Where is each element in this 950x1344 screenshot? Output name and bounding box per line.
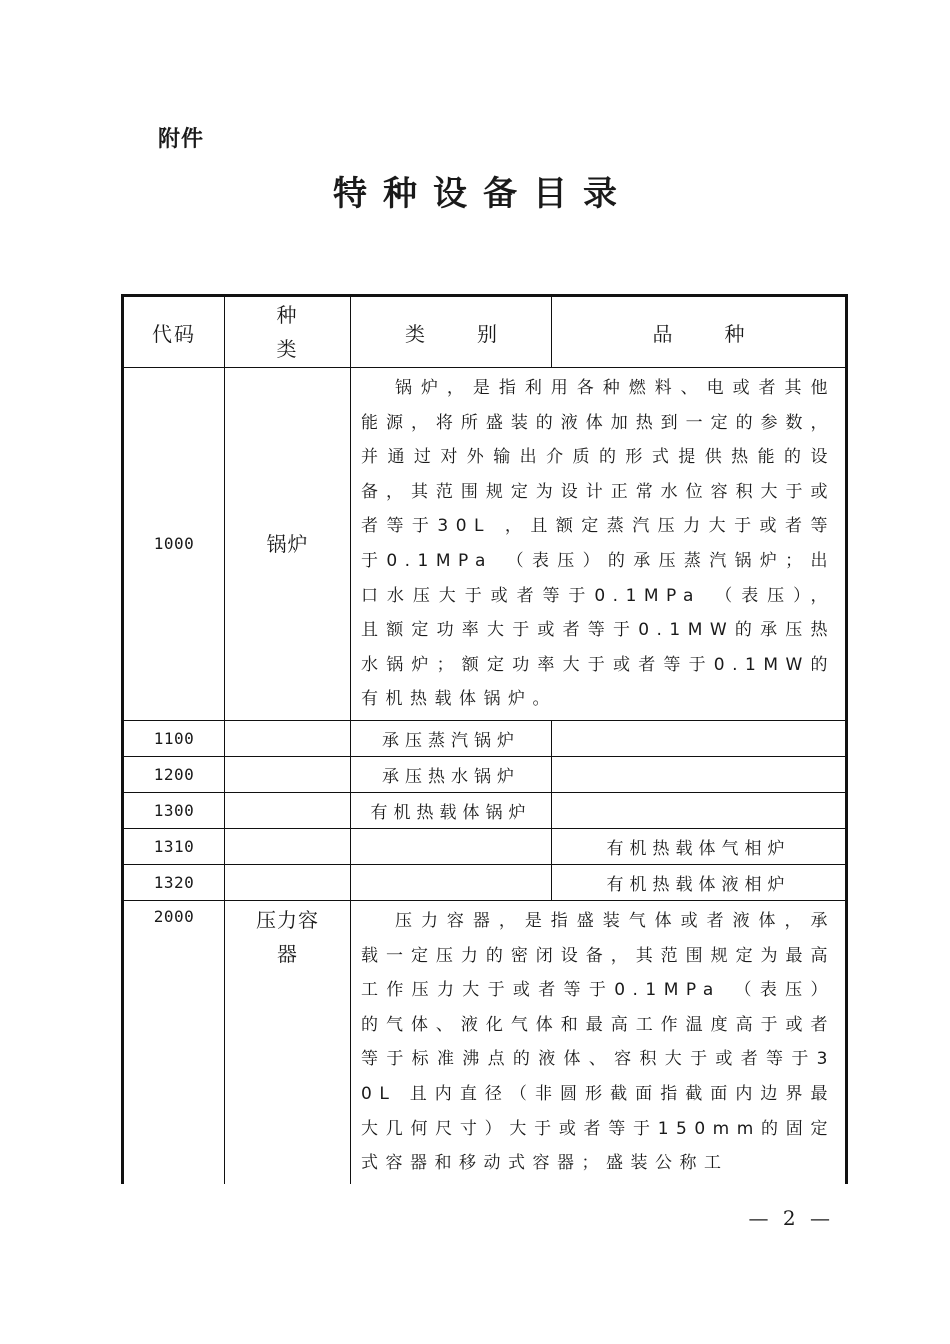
description-text: 锅炉，是指利用各种燃料、电或者其他能源，将所盛装的液体加热到一定的参数，并通过对外输出介质的形式提供热能的设备，其范围规定为设计正常水位容积大于或者等于30L ，且额定蒸汽压力大于或者等于0.1MPa （表压）的承压蒸汽锅炉；出口水压大于或者等于0.1MPa （表压），且额定功率大于或者等于0.1MW的承压热水锅炉；额定功率大于或者等于0.1MW的有机热载体锅炉。	[361, 378, 835, 710]
row-code: 1320	[123, 864, 225, 900]
row-code: 1200	[123, 756, 225, 792]
annex-label: 附件	[158, 127, 205, 152]
row-variety	[552, 756, 847, 792]
row-description	[351, 368, 847, 721]
row-code: 1000	[123, 368, 225, 721]
row-category: 承压蒸汽锅炉	[351, 720, 552, 756]
table-row	[123, 828, 847, 864]
row-category: 承压热水锅炉	[351, 756, 552, 792]
row-kind-line1: 压力容	[256, 907, 319, 932]
row-category	[351, 864, 552, 900]
row-kind	[225, 720, 351, 756]
table-row	[123, 900, 847, 1183]
page-number: — 2 —	[748, 1206, 834, 1230]
row-code: 2000	[123, 900, 225, 1183]
row-variety	[552, 720, 847, 756]
header-kind	[225, 296, 351, 368]
table-row	[123, 792, 847, 828]
row-kind	[225, 756, 351, 792]
header-kind-line1: 种	[276, 303, 299, 327]
row-code: 1310	[123, 828, 225, 864]
table-row	[123, 756, 847, 792]
row-variety: 有机热载体气相炉	[552, 828, 847, 864]
row-kind-line2: 器	[277, 941, 298, 966]
header-category: 类别	[351, 296, 552, 368]
row-category: 有机热载体锅炉	[351, 792, 552, 828]
header-variety: 品种	[552, 296, 847, 368]
table-row	[123, 864, 847, 900]
row-kind: 锅炉	[225, 368, 351, 721]
document-title: 特种设备目录	[333, 174, 633, 214]
row-kind	[225, 864, 351, 900]
table-row	[123, 368, 847, 721]
row-variety: 有机热载体液相炉	[552, 864, 847, 900]
header-kind-line2: 类	[276, 337, 299, 361]
table-row	[123, 720, 847, 756]
row-variety	[552, 792, 847, 828]
equipment-catalog-table	[121, 294, 848, 1184]
description-text: 压力容器，是指盛装气体或者液体，承载一定压力的密闭设备，其范围规定为最高工作压力大于或者等于0.1MPa （表压）的气体、液化气体和最高工作温度高于或者等于标准沸点的液体、容积大于或者等于30L 且内直径（非圆形截面指截面内边界最大几何尺寸）大于或者等于150mm的固定式容器和移动式容器；盛装公称工	[361, 910, 835, 1174]
row-description	[351, 900, 847, 1183]
table-header-row	[123, 296, 847, 368]
row-code: 1300	[123, 792, 225, 828]
row-category	[351, 828, 552, 864]
header-code: 代码	[123, 296, 225, 368]
row-kind	[225, 828, 351, 864]
row-kind	[225, 792, 351, 828]
row-kind	[225, 900, 351, 1183]
row-code: 1100	[123, 720, 225, 756]
